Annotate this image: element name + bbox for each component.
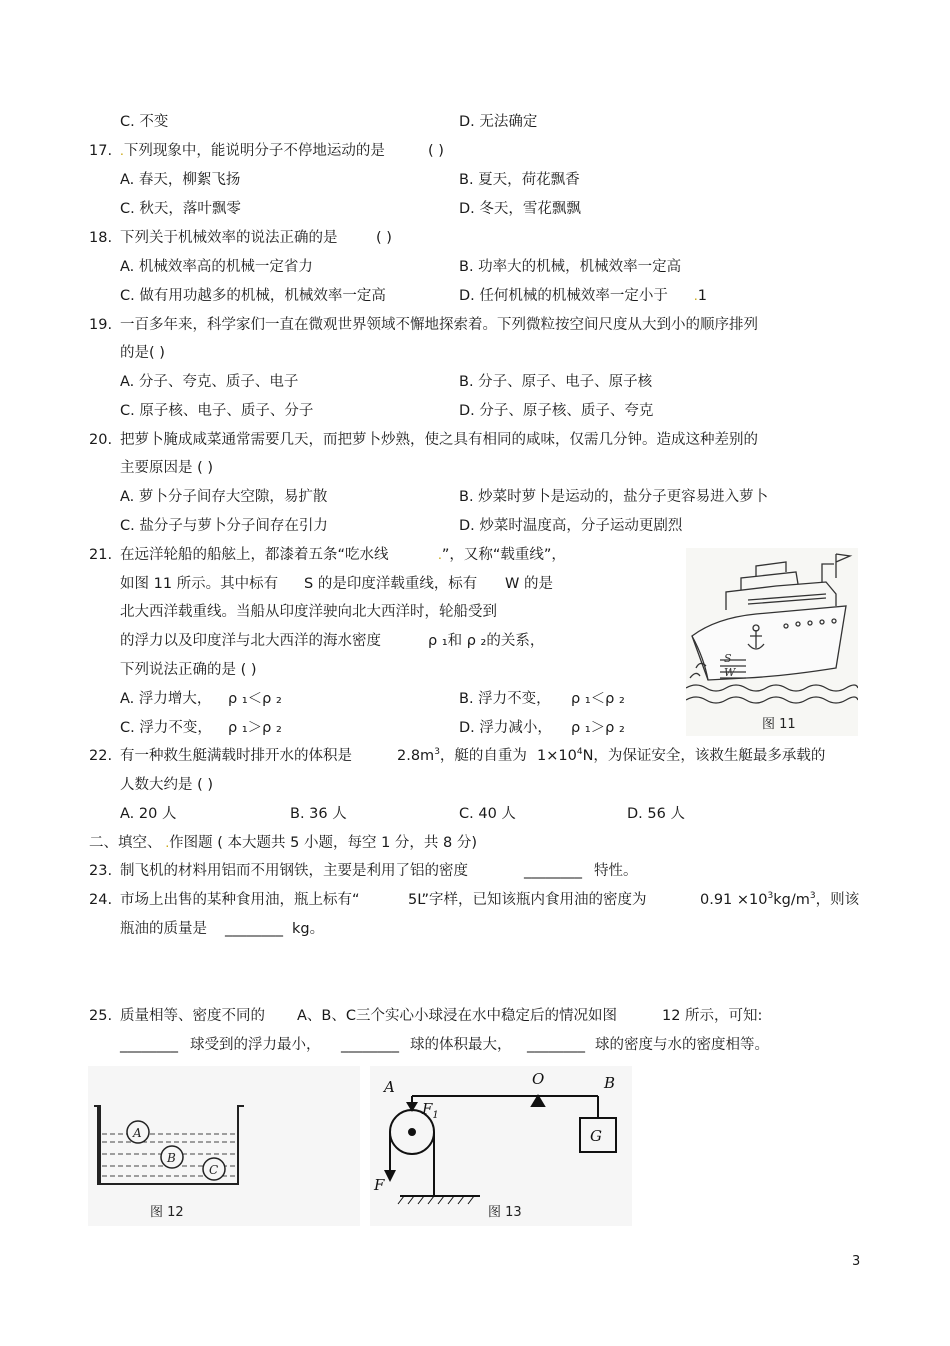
q18-option-d: D. 任何机械的机械效率一定小于 .1	[459, 288, 707, 304]
question-stem: 下列关于机械效率的说法正确的是	[120, 230, 338, 246]
question-stem: 有一种救生艇满载时排开水的体积是	[120, 748, 352, 764]
q20-option-b: B. 炒菜时萝卜是运动的，盐分子更容易进入萝卜	[459, 489, 769, 505]
q19-option-b: B. 分子、原子、电子、原子核	[459, 374, 653, 390]
q21-option-a-rel: ρ ₁＜ρ ₂	[228, 691, 282, 707]
answer-blank: ________	[120, 1037, 178, 1053]
question-number: 17.	[89, 143, 113, 159]
question-stem: .下列现象中，能说明分子不停地运动的是	[120, 143, 385, 159]
label-g: G	[590, 1127, 602, 1145]
q17-option-c: C. 秋天，落叶飘零	[120, 201, 241, 217]
section-heading: 二、填空、 .作图题 ( 本大题共 5 小题，每空 1 分，共 8 分)	[89, 835, 478, 851]
question-stem-tail: .”，又称“载重线”，	[438, 547, 566, 563]
answer-paren: ( )	[376, 230, 392, 246]
q21-option-a: A. 浮力增大，	[120, 691, 212, 707]
unit-label: kg。	[292, 921, 325, 937]
label-b: B	[604, 1074, 616, 1092]
question-line: 如图 11 所示。其中标有	[120, 576, 279, 592]
question-stem-cont: 的是( )	[120, 345, 165, 361]
question-line: ρ ₁和 ρ ₂的关系，	[428, 633, 545, 649]
question-stem: 制飞机的材料用铝而不用钢铁，主要是利用了铝的密度	[120, 863, 468, 879]
figure-13-caption: 图 13	[488, 1205, 522, 1220]
q21-option-d: D. 浮力减小，	[459, 720, 552, 736]
q22-option-c: C. 40 人	[459, 806, 516, 822]
q19-option-c: C. 原子核、电子、质子、分子	[120, 403, 314, 419]
q21-option-b: B. 浮力不变，	[459, 691, 551, 707]
volume-value: $2.8m^3$，艇的自重为	[397, 747, 527, 764]
q17-option-a: A. 春天，柳絮飞扬	[120, 172, 241, 188]
answer-blank: ________	[527, 1037, 585, 1053]
question-number: 23.	[89, 863, 113, 879]
answer-blank: ________	[524, 863, 582, 879]
label-a: A	[384, 1078, 395, 1096]
q19-option-a: A. 分子、夸克、质子、电子	[120, 374, 299, 390]
marker-dot: .	[438, 548, 442, 562]
question-number: 24.	[89, 892, 113, 908]
answer-paren: ( )	[428, 143, 444, 159]
q21-option-b-rel: ρ ₁＜ρ ₂	[571, 691, 625, 707]
question-stem-cont: 人数大约是 ( )	[120, 777, 214, 793]
q16-option-d: D. 无法确定	[459, 114, 538, 130]
question-stem: 市场上出售的某种食用油，瓶上标有“	[120, 892, 360, 908]
q21-option-d-rel: ρ ₁＞ρ ₂	[571, 720, 625, 736]
figure-11-ship	[686, 548, 858, 736]
q17-option-b: B. 夏天，荷花飘香	[459, 172, 580, 188]
q18-option-a: A. 机械效率高的机械一定省力	[120, 259, 313, 275]
question-stem: 5L”字样，已知该瓶内食用油的密度为	[408, 892, 647, 908]
density-value: $0.91 \times 10^3kg/m^3$，则该	[700, 891, 860, 908]
marker-dot: .	[693, 289, 698, 303]
question-number: 22.	[89, 748, 113, 764]
question-tail: 特性。	[594, 863, 638, 879]
figure-13-lever	[370, 1066, 632, 1226]
question-line: 球的密度与水的密度相等。	[595, 1037, 769, 1053]
ball-a-label: A	[133, 1126, 142, 1140]
label-o: O	[532, 1070, 545, 1088]
answer-blank: ________	[225, 921, 283, 937]
question-line: 球受到的浮力最小，	[190, 1037, 321, 1053]
marker-dot: .	[120, 144, 124, 158]
figure-12-container	[88, 1066, 360, 1226]
question-stem: 质量相等、密度不同的	[120, 1008, 265, 1024]
question-stem-cont: 主要原因是 ( )	[120, 460, 214, 476]
question-line: 球的体积最大，	[410, 1037, 512, 1053]
question-number: 18.	[89, 230, 113, 246]
q16-option-c: C. 不变	[120, 114, 169, 130]
figure-background	[88, 1066, 360, 1226]
q20-option-a: A. 萝卜分子间存大空隙，易扩散	[120, 489, 328, 505]
question-stem: 把萝卜腌成咸菜通常需要几天，而把萝卜炒熟，使之具有相同的咸味，仅需几分钟。造成这种差别的	[120, 432, 758, 448]
q22-option-a: A. 20 人	[120, 806, 177, 822]
ball-c-label: C	[209, 1163, 219, 1177]
question-line: 的浮力以及印度洋与北大西洋的海水密度	[120, 633, 381, 649]
question-line: 下列说法正确的是 ( )	[120, 662, 257, 678]
question-stem: 一百多年来，科学家们一直在微观世界领域不懈地探索着。下列微粒按空间尺度从大到小的顺序排列	[120, 317, 758, 333]
ball-b-label: B	[167, 1151, 176, 1165]
q20-option-c: C. 盐分子与萝卜分子间存在引力	[120, 518, 328, 534]
page-number: 3	[852, 1254, 861, 1269]
question-line: 瓶油的质量是	[120, 921, 207, 937]
label-f: F	[374, 1176, 385, 1194]
weight-value: $1\times 10^4N$，为保证安全，该救生艇最多承载的	[537, 747, 826, 764]
ship-label-s: S	[724, 652, 732, 665]
question-number: 20.	[89, 432, 113, 448]
question-line: W 的是	[505, 576, 553, 592]
answer-blank: ________	[341, 1037, 399, 1053]
label-f1: $F_1$	[422, 1100, 439, 1121]
question-number: 19.	[89, 317, 113, 333]
question-stem: A、B、C三个实心小球浸在水中稳定后的情况如图	[297, 1008, 617, 1024]
q21-option-c: C. 浮力不变，	[120, 720, 212, 736]
marker-dot: .	[161, 836, 170, 850]
q18-option-c: C. 做有用功越多的机械，机械效率一定高	[120, 288, 386, 304]
q20-option-d: D. 炒菜时温度高，分子运动更剧烈	[459, 518, 683, 534]
question-stem: 12 所示，可知:	[662, 1008, 763, 1024]
figure-11-caption: 图 11	[762, 717, 796, 732]
q22-option-b: B. 36 人	[290, 806, 347, 822]
figure-12-caption: 图 12	[150, 1205, 184, 1220]
ship-label-w: W	[724, 666, 736, 679]
question-line: 北大西洋载重线。当船从印度洋驶向北大西洋时，轮船受到	[120, 604, 497, 620]
q21-option-c-rel: ρ ₁＞ρ ₂	[228, 720, 282, 736]
q18-option-b: B. 功率大的机械，机械效率一定高	[459, 259, 682, 275]
q19-option-d: D. 分子、原子核、质子、夸克	[459, 403, 654, 419]
q17-option-d: D. 冬天，雪花飘飘	[459, 201, 581, 217]
question-number: 25.	[89, 1008, 113, 1024]
question-stem: 在远洋轮船的船舷上，都漆着五条“吃水线	[120, 547, 389, 563]
question-number: 21.	[89, 547, 113, 563]
question-line: S 的是印度洋载重线，标有	[304, 576, 478, 592]
q22-option-d: D. 56 人	[627, 806, 685, 822]
